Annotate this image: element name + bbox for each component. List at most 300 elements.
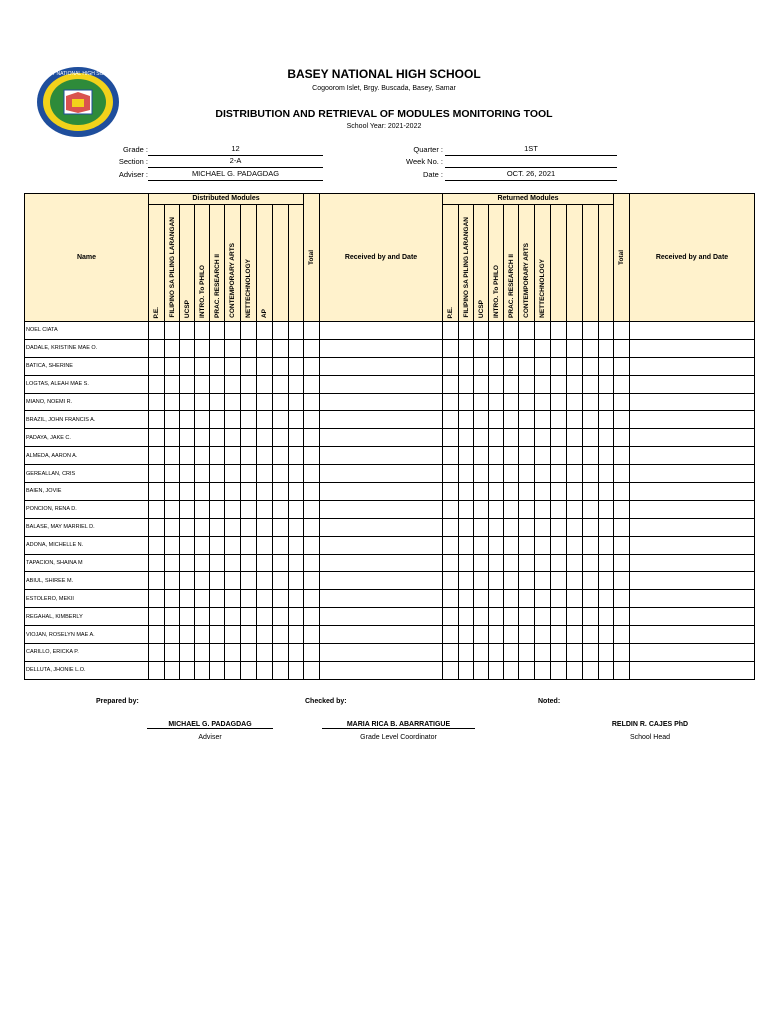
entry-cell[interactable] [289,411,304,429]
entry-cell[interactable] [289,322,304,340]
entry-cell[interactable] [180,644,195,662]
entry-cell[interactable] [583,536,599,554]
entry-cell[interactable] [149,339,165,357]
entry-cell[interactable] [304,500,320,518]
entry-cell[interactable] [180,339,195,357]
entry-cell[interactable] [630,500,755,518]
entry-cell[interactable] [225,483,241,501]
entry-cell[interactable] [180,483,195,501]
entry-cell[interactable] [225,429,241,447]
entry-cell[interactable] [320,590,443,608]
entry-cell[interactable] [195,429,210,447]
entry-cell[interactable] [535,554,551,572]
entry-cell[interactable] [459,447,474,465]
entry-cell[interactable] [459,572,474,590]
entry-cell[interactable] [195,339,210,357]
entry-cell[interactable] [241,608,257,626]
entry-cell[interactable] [474,483,489,501]
entry-cell[interactable] [210,590,225,608]
entry-cell[interactable] [614,661,630,679]
entry-cell[interactable] [519,393,535,411]
entry-cell[interactable] [489,626,504,644]
entry-cell[interactable] [241,536,257,554]
entry-cell[interactable] [195,626,210,644]
entry-cell[interactable] [289,393,304,411]
entry-cell[interactable] [273,393,289,411]
entry-cell[interactable] [165,608,180,626]
entry-cell[interactable] [535,483,551,501]
entry-cell[interactable] [195,554,210,572]
entry-cell[interactable] [504,357,519,375]
entry-cell[interactable] [504,500,519,518]
entry-cell[interactable] [195,465,210,483]
entry-cell[interactable] [599,447,614,465]
entry-cell[interactable] [630,536,755,554]
entry-cell[interactable] [630,644,755,662]
entry-cell[interactable] [165,518,180,536]
entry-cell[interactable] [149,500,165,518]
entry-cell[interactable] [443,626,459,644]
entry-cell[interactable] [551,483,567,501]
entry-cell[interactable] [583,644,599,662]
entry-cell[interactable] [583,590,599,608]
entry-cell[interactable] [289,572,304,590]
entry-cell[interactable] [225,393,241,411]
entry-cell[interactable] [149,322,165,340]
entry-cell[interactable] [474,572,489,590]
entry-cell[interactable] [304,339,320,357]
entry-cell[interactable] [567,536,583,554]
entry-cell[interactable] [257,322,273,340]
entry-cell[interactable] [257,626,273,644]
entry-cell[interactable] [320,536,443,554]
entry-cell[interactable] [320,608,443,626]
entry-cell[interactable] [210,644,225,662]
entry-cell[interactable] [180,572,195,590]
entry-cell[interactable] [257,483,273,501]
entry-cell[interactable] [567,644,583,662]
entry-cell[interactable] [149,661,165,679]
entry-cell[interactable] [519,518,535,536]
entry-cell[interactable] [459,661,474,679]
entry-cell[interactable] [195,375,210,393]
entry-cell[interactable] [474,536,489,554]
entry-cell[interactable] [614,572,630,590]
entry-cell[interactable] [459,608,474,626]
entry-cell[interactable] [210,661,225,679]
entry-cell[interactable] [614,357,630,375]
entry-cell[interactable] [489,447,504,465]
entry-cell[interactable] [289,590,304,608]
entry-cell[interactable] [149,411,165,429]
entry-cell[interactable] [551,608,567,626]
entry-cell[interactable] [551,518,567,536]
entry-cell[interactable] [489,357,504,375]
entry-cell[interactable] [165,626,180,644]
entry-cell[interactable] [474,339,489,357]
entry-cell[interactable] [583,554,599,572]
entry-cell[interactable] [504,661,519,679]
entry-cell[interactable] [320,411,443,429]
entry-cell[interactable] [241,644,257,662]
entry-cell[interactable] [614,339,630,357]
entry-cell[interactable] [630,357,755,375]
entry-cell[interactable] [165,357,180,375]
entry-cell[interactable] [289,518,304,536]
entry-cell[interactable] [504,339,519,357]
entry-cell[interactable] [165,483,180,501]
entry-cell[interactable] [165,339,180,357]
entry-cell[interactable] [474,554,489,572]
entry-cell[interactable] [551,590,567,608]
entry-cell[interactable] [273,339,289,357]
entry-cell[interactable] [304,447,320,465]
entry-cell[interactable] [614,518,630,536]
entry-cell[interactable] [504,608,519,626]
entry-cell[interactable] [210,518,225,536]
entry-cell[interactable] [289,554,304,572]
entry-cell[interactable] [210,429,225,447]
entry-cell[interactable] [257,447,273,465]
entry-cell[interactable] [535,644,551,662]
entry-cell[interactable] [273,536,289,554]
entry-cell[interactable] [241,590,257,608]
entry-cell[interactable] [304,572,320,590]
entry-cell[interactable] [474,322,489,340]
entry-cell[interactable] [241,483,257,501]
entry-cell[interactable] [241,465,257,483]
entry-cell[interactable] [599,590,614,608]
entry-cell[interactable] [504,483,519,501]
entry-cell[interactable] [535,500,551,518]
entry-cell[interactable] [459,339,474,357]
entry-cell[interactable] [504,518,519,536]
entry-cell[interactable] [320,465,443,483]
entry-cell[interactable] [583,429,599,447]
entry-cell[interactable] [614,626,630,644]
entry-cell[interactable] [225,572,241,590]
entry-cell[interactable] [489,644,504,662]
entry-cell[interactable] [289,608,304,626]
entry-cell[interactable] [599,429,614,447]
entry-cell[interactable] [257,590,273,608]
entry-cell[interactable] [535,375,551,393]
entry-cell[interactable] [165,572,180,590]
entry-cell[interactable] [614,447,630,465]
entry-cell[interactable] [504,393,519,411]
entry-cell[interactable] [535,536,551,554]
entry-cell[interactable] [459,644,474,662]
entry-cell[interactable] [180,500,195,518]
entry-cell[interactable] [474,590,489,608]
entry-cell[interactable] [443,375,459,393]
entry-cell[interactable] [599,661,614,679]
entry-cell[interactable] [459,536,474,554]
entry-cell[interactable] [165,447,180,465]
entry-cell[interactable] [289,339,304,357]
entry-cell[interactable] [583,572,599,590]
entry-cell[interactable] [583,339,599,357]
entry-cell[interactable] [165,322,180,340]
entry-cell[interactable] [459,554,474,572]
entry-cell[interactable] [474,429,489,447]
entry-cell[interactable] [474,357,489,375]
entry-cell[interactable] [210,393,225,411]
week-value[interactable] [445,156,617,168]
entry-cell[interactable] [614,465,630,483]
entry-cell[interactable] [257,393,273,411]
entry-cell[interactable] [630,590,755,608]
entry-cell[interactable] [599,375,614,393]
entry-cell[interactable] [583,608,599,626]
entry-cell[interactable] [630,411,755,429]
entry-cell[interactable] [535,572,551,590]
entry-cell[interactable] [210,626,225,644]
entry-cell[interactable] [257,572,273,590]
entry-cell[interactable] [535,322,551,340]
entry-cell[interactable] [443,393,459,411]
entry-cell[interactable] [535,661,551,679]
adviser-value[interactable]: MICHAEL G. PADAGDAG [148,169,323,181]
entry-cell[interactable] [519,590,535,608]
entry-cell[interactable] [241,572,257,590]
section-value[interactable]: 2-A [148,156,323,168]
entry-cell[interactable] [614,393,630,411]
entry-cell[interactable] [210,447,225,465]
entry-cell[interactable] [519,500,535,518]
entry-cell[interactable] [583,661,599,679]
entry-cell[interactable] [241,518,257,536]
entry-cell[interactable] [583,626,599,644]
entry-cell[interactable] [149,393,165,411]
entry-cell[interactable] [489,500,504,518]
entry-cell[interactable] [165,590,180,608]
entry-cell[interactable] [165,375,180,393]
entry-cell[interactable] [599,644,614,662]
entry-cell[interactable] [165,393,180,411]
entry-cell[interactable] [535,608,551,626]
entry-cell[interactable] [519,357,535,375]
entry-cell[interactable] [165,411,180,429]
entry-cell[interactable] [459,465,474,483]
entry-cell[interactable] [535,357,551,375]
entry-cell[interactable] [614,554,630,572]
entry-cell[interactable] [567,447,583,465]
entry-cell[interactable] [257,357,273,375]
entry-cell[interactable] [165,465,180,483]
entry-cell[interactable] [583,393,599,411]
entry-cell[interactable] [304,536,320,554]
entry-cell[interactable] [304,357,320,375]
entry-cell[interactable] [210,608,225,626]
entry-cell[interactable] [599,572,614,590]
entry-cell[interactable] [551,429,567,447]
entry-cell[interactable] [567,608,583,626]
entry-cell[interactable] [443,661,459,679]
entry-cell[interactable] [583,500,599,518]
entry-cell[interactable] [519,554,535,572]
entry-cell[interactable] [149,572,165,590]
entry-cell[interactable] [180,447,195,465]
entry-cell[interactable] [614,411,630,429]
entry-cell[interactable] [567,500,583,518]
entry-cell[interactable] [459,393,474,411]
entry-cell[interactable] [519,536,535,554]
entry-cell[interactable] [614,500,630,518]
entry-cell[interactable] [551,339,567,357]
entry-cell[interactable] [443,339,459,357]
entry-cell[interactable] [567,661,583,679]
entry-cell[interactable] [459,590,474,608]
entry-cell[interactable] [599,608,614,626]
entry-cell[interactable] [504,429,519,447]
entry-cell[interactable] [474,518,489,536]
entry-cell[interactable] [599,339,614,357]
entry-cell[interactable] [583,447,599,465]
entry-cell[interactable] [614,590,630,608]
entry-cell[interactable] [320,322,443,340]
entry-cell[interactable] [257,536,273,554]
entry-cell[interactable] [180,590,195,608]
entry-cell[interactable] [489,536,504,554]
entry-cell[interactable] [257,554,273,572]
entry-cell[interactable] [567,429,583,447]
entry-cell[interactable] [519,339,535,357]
entry-cell[interactable] [474,447,489,465]
entry-cell[interactable] [320,572,443,590]
entry-cell[interactable] [459,375,474,393]
entry-cell[interactable] [474,661,489,679]
entry-cell[interactable] [459,322,474,340]
entry-cell[interactable] [630,626,755,644]
entry-cell[interactable] [567,322,583,340]
entry-cell[interactable] [273,447,289,465]
entry-cell[interactable] [180,375,195,393]
entry-cell[interactable] [459,411,474,429]
entry-cell[interactable] [443,554,459,572]
entry-cell[interactable] [583,375,599,393]
entry-cell[interactable] [210,572,225,590]
entry-cell[interactable] [489,339,504,357]
entry-cell[interactable] [320,644,443,662]
entry-cell[interactable] [599,357,614,375]
entry-cell[interactable] [320,554,443,572]
entry-cell[interactable] [304,322,320,340]
entry-cell[interactable] [149,447,165,465]
entry-cell[interactable] [599,322,614,340]
entry-cell[interactable] [630,608,755,626]
entry-cell[interactable] [551,465,567,483]
entry-cell[interactable] [551,322,567,340]
entry-cell[interactable] [320,500,443,518]
entry-cell[interactable] [535,411,551,429]
entry-cell[interactable] [551,375,567,393]
entry-cell[interactable] [489,465,504,483]
entry-cell[interactable] [289,500,304,518]
entry-cell[interactable] [273,554,289,572]
entry-cell[interactable] [599,500,614,518]
entry-cell[interactable] [210,339,225,357]
entry-cell[interactable] [474,411,489,429]
entry-cell[interactable] [474,626,489,644]
entry-cell[interactable] [273,590,289,608]
entry-cell[interactable] [599,393,614,411]
entry-cell[interactable] [225,465,241,483]
entry-cell[interactable] [180,661,195,679]
entry-cell[interactable] [225,661,241,679]
entry-cell[interactable] [443,608,459,626]
entry-cell[interactable] [241,554,257,572]
entry-cell[interactable] [443,590,459,608]
entry-cell[interactable] [225,375,241,393]
entry-cell[interactable] [180,429,195,447]
entry-cell[interactable] [320,447,443,465]
entry-cell[interactable] [474,375,489,393]
entry-cell[interactable] [474,608,489,626]
entry-cell[interactable] [630,393,755,411]
entry-cell[interactable] [210,411,225,429]
entry-cell[interactable] [241,500,257,518]
entry-cell[interactable] [583,483,599,501]
entry-cell[interactable] [474,500,489,518]
entry-cell[interactable] [567,590,583,608]
entry-cell[interactable] [599,554,614,572]
entry-cell[interactable] [225,608,241,626]
entry-cell[interactable] [149,590,165,608]
date-value[interactable]: OCT. 26, 2021 [445,169,617,181]
entry-cell[interactable] [519,465,535,483]
entry-cell[interactable] [304,608,320,626]
entry-cell[interactable] [225,554,241,572]
entry-cell[interactable] [210,357,225,375]
entry-cell[interactable] [257,375,273,393]
entry-cell[interactable] [504,590,519,608]
entry-cell[interactable] [149,483,165,501]
entry-cell[interactable] [504,644,519,662]
entry-cell[interactable] [443,322,459,340]
entry-cell[interactable] [551,626,567,644]
entry-cell[interactable] [630,465,755,483]
entry-cell[interactable] [210,554,225,572]
entry-cell[interactable] [241,339,257,357]
entry-cell[interactable] [567,483,583,501]
entry-cell[interactable] [551,536,567,554]
entry-cell[interactable] [257,411,273,429]
entry-cell[interactable] [304,375,320,393]
entry-cell[interactable] [225,447,241,465]
entry-cell[interactable] [149,644,165,662]
entry-cell[interactable] [614,322,630,340]
entry-cell[interactable] [180,393,195,411]
entry-cell[interactable] [583,357,599,375]
entry-cell[interactable] [489,429,504,447]
entry-cell[interactable] [273,322,289,340]
entry-cell[interactable] [630,375,755,393]
entry-cell[interactable] [504,554,519,572]
entry-cell[interactable] [320,661,443,679]
entry-cell[interactable] [443,644,459,662]
entry-cell[interactable] [289,357,304,375]
entry-cell[interactable] [459,518,474,536]
entry-cell[interactable] [257,465,273,483]
entry-cell[interactable] [165,554,180,572]
entry-cell[interactable] [180,357,195,375]
entry-cell[interactable] [320,357,443,375]
entry-cell[interactable] [289,626,304,644]
entry-cell[interactable] [614,429,630,447]
entry-cell[interactable] [149,357,165,375]
entry-cell[interactable] [273,465,289,483]
